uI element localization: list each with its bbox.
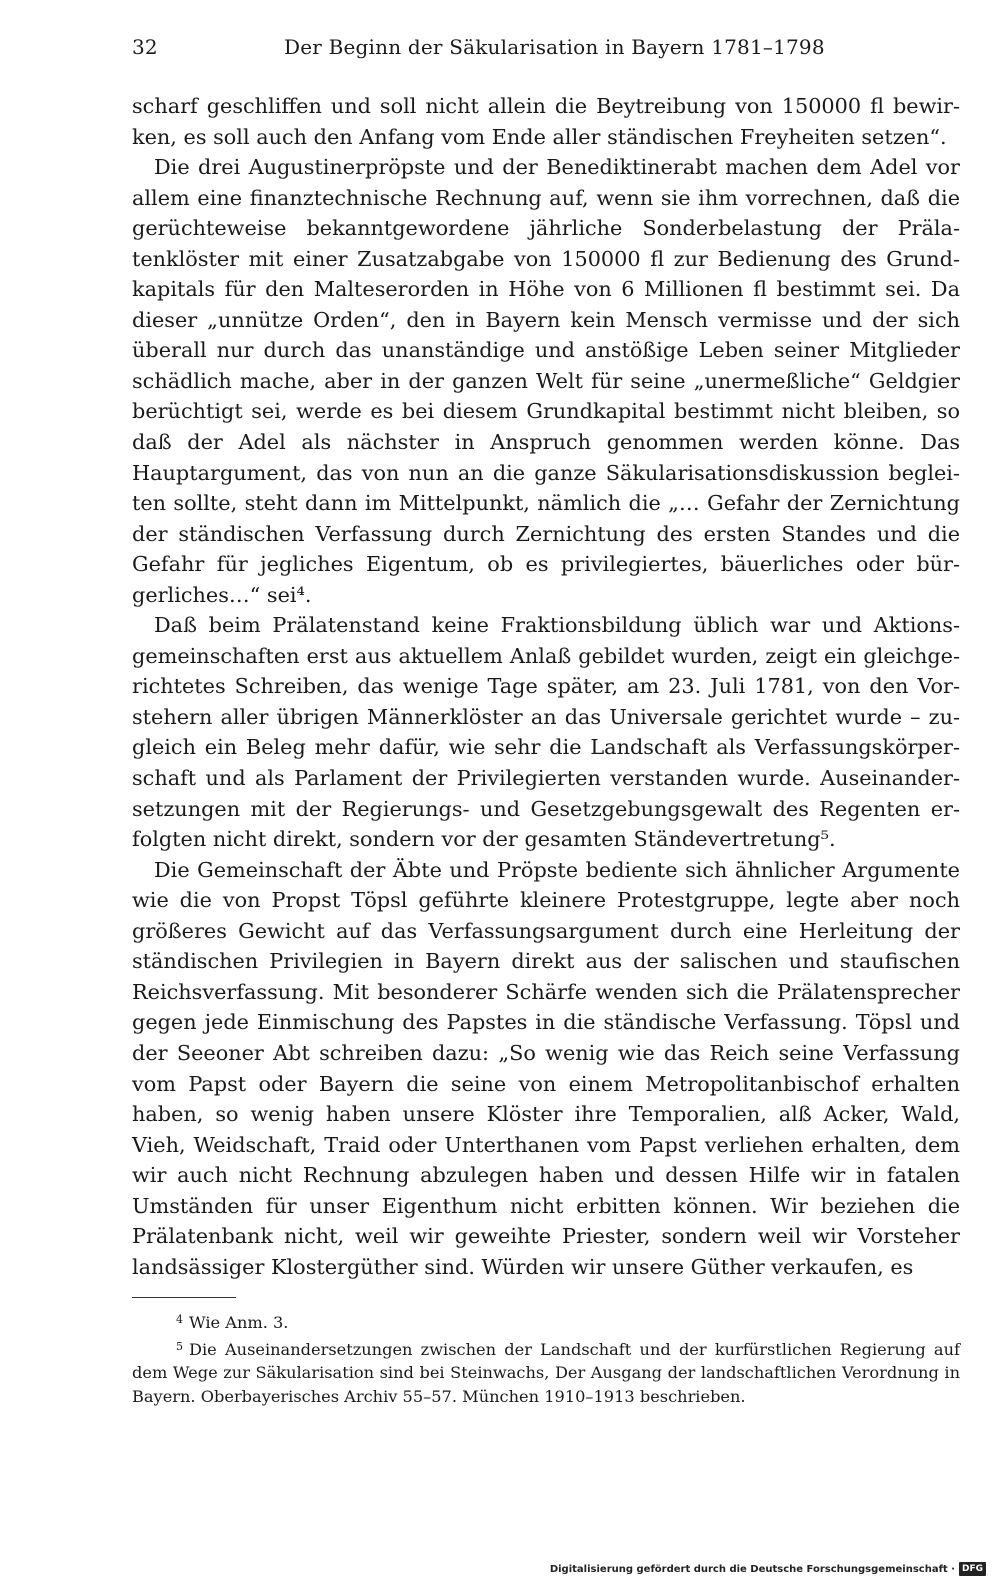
digitization-credit: [550, 1561, 986, 1577]
footnote-text: Wie Anm. 3.: [189, 1313, 289, 1332]
page-number: 32: [132, 35, 158, 59]
footnote-text: Die Auseinandersetzungen zwischen der Landschaft und der kurfürstlichen Regierung auf dem Wege zur Säkularisation sind bei Steinwachs, Der Ausgang der landschaftlichen Verordnung in Bayern. Oberbayerisches Archiv 55–57. München 1910–1913 beschrieben.: [132, 1339, 960, 1406]
footnote-marker: 4: [176, 1313, 183, 1326]
digitization-credit-text: Digitalisierung gefördert durch die Deutsche Forschungsgemeinschaft ·: [549, 1563, 955, 1575]
footnotes: [132, 1308, 960, 1408]
footnote: [132, 1335, 960, 1409]
running-header: [132, 30, 962, 64]
main-text: [132, 91, 960, 1282]
dfg-logo-icon: DFG: [959, 1562, 986, 1576]
paragraph: scharf geschliffen und soll nicht allein die Beytreibung von 150000 fl bewirken, es soll auch den Anfang vom Ende aller ständischen Freyheiten setzen“.: [132, 94, 960, 149]
footnote: [132, 1308, 960, 1335]
paragraph: Die drei Augustinerpröpste und der Benediktinerabt machen dem Adel vor allem eine finanztechnische Rechnung auf, wenn sie ihm vorrechnen, daß die gerüchteweise bekanntgewordene jährliche Sonderbelastung der Prälatenklöster mit einer Zusatzabgabe von 150000 fl zur Bedienung des Grundkapitals für den Malteserorden in Höhe von 6 Millionen fl bestimmt sei. Da dieser „unnütze Orden“, den in Bayern kein Mensch vermisse und der sich überall nur durch das unanständige und anstößige Leben seiner Mitglieder schädlich mache, aber in der ganzen Welt für seine „unermeßliche“ Geldgier berüchtigt sei, werde es bei diesem Grundkapital bestimmt nicht bleiben, so daß der Adel als nächster in Anspruch genommen werden könne. Das Hauptargument, das von nun an die ganze Säkularisationsdiskussion begleiten sollte, steht dann im Mittelpunkt, nämlich die „… Gefahr der Zernichtung der ständischen Verfassung durch Zernichtung des ersten Standes und die Gefahr für jegliches Eigentum, ob es privilegiertes, bäuerliches oder bürgerliches…“ sei⁴.: [132, 155, 960, 607]
footnote-marker: 5: [176, 1339, 183, 1353]
running-title: Der Beginn der Säkularisation in Bayern 1781–1798: [284, 35, 825, 59]
paragraph: Die Gemeinschaft der Äbte und Pröpste bediente sich ähnlicher Argumente wie die von Propst Töpsl geführte kleinere Protestgruppe, legte aber noch größeres Gewicht auf das Verfassungsargument durch eine Herleitung der ständischen Privilegien in Bayern direkt aus der salischen und staufischen Reichsverfassung. Mit besonderer Schärfe wenden sich die Prälatensprecher gegen jede Einmischung des Papstes in die ständische Verfassung. Töpsl und der Seeoner Abt schreiben dazu: „So wenig wie das Reich seine Verfassung vom Papst oder Bayern die seine von einem Metropolitanbischof erhalten haben, so wenig haben unsere Klöster ihre Temporalien, alß Acker, Wald, Vieh, Weidschaft, Traid oder Unterthanen vom Papst verliehen erhalten, dem wir auch nicht Rechnung abzulegen haben und dessen Hilfe wir in fatalen Umständen für unser Eigenthum nicht erbitten können. Wir beziehen die Prälatenbank nicht, weil wir geweihte Priester, sondern weil wir Vorsteher landsässiger Klostergüther sind. Würden wir unsere Güther verkaufen, es: [132, 857, 960, 1279]
paragraph: Daß beim Prälatenstand keine Fraktionsbildung üblich war und Aktionsgemeinschaften erst aus aktuellem Anlaß gebildet wurden, zeigt ein gleichgerichtetes Schreiben, das wenige Tage später, am 23. Juli 1781, von den Vorstehern aller übrigen Männerklöster an das Universale gerichtet wurde – zugleich ein Beleg mehr dafür, wie sehr die Landschaft als Verfassungskörperschaft und als Parlament der Privilegierten verstanden wurde. Auseinandersetzungen mit der Regierungs- und Gesetzgebungsgewalt des Regenten erfolgten nicht direkt, sondern vor der gesamten Ständevertretung⁵.: [132, 613, 960, 852]
footnote-separator: [132, 1297, 236, 1298]
